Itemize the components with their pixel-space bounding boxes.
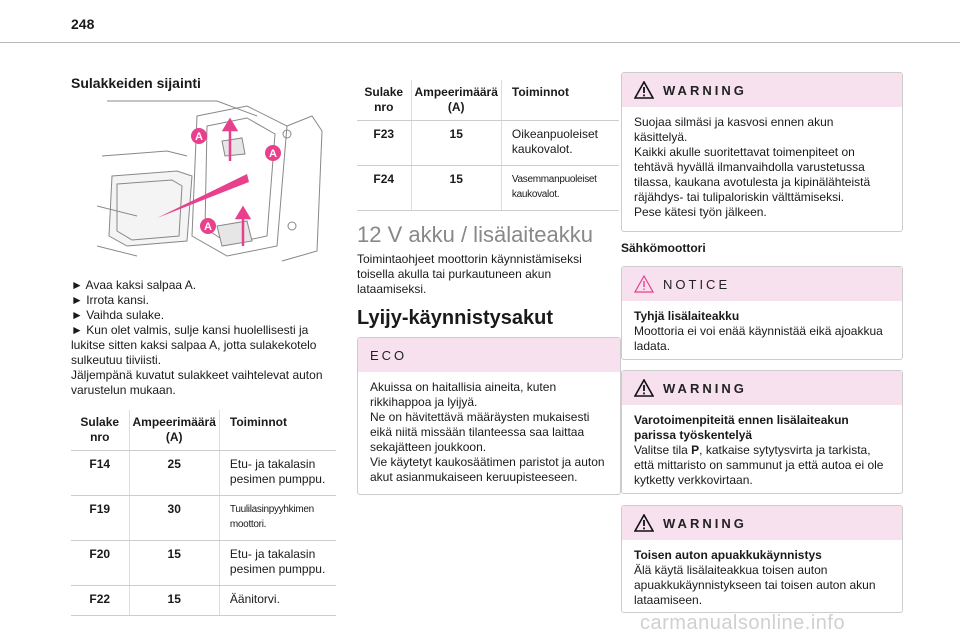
warning-title: WARNING — [663, 82, 747, 98]
lead-acid-subtitle: Lyijy-käynnistysakut — [357, 307, 554, 329]
fuse-amperage: 15 — [411, 166, 501, 211]
fuse-number: F23 — [357, 121, 411, 166]
warning-body: Älä käytä lisälaiteakkua toisen auton apuakkukäynnistykseen tai toisen auton akun lataamiseen. — [634, 563, 876, 607]
fuse-amperage: 30 — [129, 496, 219, 541]
callout-a-1 — [191, 128, 207, 144]
fuse-function: Etu- ja takalasin pesimen pumppu. — [219, 541, 336, 586]
fuse-number: F24 — [357, 166, 411, 211]
warning-title: WARNING — [663, 380, 747, 396]
eco-box-title: ECO — [358, 338, 620, 372]
instruction-step: ► Irrota kansi. — [71, 293, 149, 307]
callout-a-3 — [200, 218, 216, 234]
fuse-number: F20 — [71, 541, 129, 586]
warning-box-3 — [621, 505, 903, 613]
svg-text:A: A — [195, 131, 203, 143]
fuse-function: Etu- ja takalasin pesimen pumppu. — [219, 451, 336, 496]
fuse-location-heading: Sulakkeiden sijainti — [71, 75, 201, 91]
table-row — [71, 496, 336, 541]
svg-text:A: A — [204, 221, 212, 233]
table-row — [71, 451, 336, 496]
warning-icon — [634, 81, 654, 99]
warning-body-text: Valitse tila — [634, 443, 692, 457]
warning-box-1 — [621, 72, 903, 232]
eco-box-body: Akuissa on haitallisia aineita, kuten rikkihappoa ja lyijyä. Ne on hävitettävä määräysten mukaisesti eikä niitä missään tilanteessa saa laittaa sekajätteen joukkoon. Vie käytetyt kaukosäätimen paristot ja auton akut asianmukaiseen keruupisteeseen. — [370, 380, 605, 484]
svg-text:A: A — [269, 148, 277, 160]
fuse-amperage: 15 — [129, 541, 219, 586]
header-divider — [0, 42, 960, 43]
page-number: 248 — [71, 16, 95, 32]
eco-box — [357, 337, 621, 495]
fuse-table-left — [71, 410, 336, 616]
fuse-box-illustration — [97, 96, 330, 264]
table-row — [71, 586, 336, 616]
table-row — [357, 166, 619, 211]
table-header: Ampeerimäärä (A) — [411, 80, 501, 121]
table-row — [357, 121, 619, 166]
instruction-note: Jäljempänä kuvatut sulakkeet vaihtelevat auton varustelun mukaan. — [71, 368, 323, 397]
fuse-function: Oikeanpuoleiset kaukovalot. — [501, 121, 619, 166]
warning-bold: Toisen auton apuakkukäynnistys — [634, 548, 822, 562]
instruction-step: ► Avaa kaksi salpaa A. — [71, 278, 197, 292]
table-header: Toiminnot — [501, 80, 619, 121]
battery-section-title: 12 V akku / lisälaiteakku — [357, 222, 594, 247]
warning-bold: Varotoimenpiteitä ennen lisälaiteakun parissa työskentelyä — [634, 413, 849, 442]
warning-icon — [634, 514, 654, 532]
table-row — [71, 541, 336, 586]
battery-section-intro: Toimintaohjeet moottorin käynnistämiseksi toisella akulla tai purkautuneen akun lataamiseksi. — [357, 252, 582, 296]
mode-p: P — [691, 443, 700, 457]
notice-icon — [634, 275, 654, 293]
watermark: carmanualsonline.info — [640, 612, 846, 634]
table-header: Ampeerimäärä (A) — [129, 410, 219, 451]
notice-body: Moottoria ei voi enää käynnistää eikä ajoakkua ladata. — [634, 324, 883, 353]
warning-title: WARNING — [663, 515, 747, 531]
fuse-table-middle — [357, 80, 619, 211]
fuse-number: F22 — [71, 586, 129, 616]
table-header: Toiminnot — [219, 410, 336, 451]
notice-bold: Tyhjä lisälaiteakku — [634, 309, 740, 323]
instruction-step: ► Kun olet valmis, sulje kansi huolellisesti ja lukitse sitten kaksi salpaa A, jotta sulakekotelo sulkeutuu tiiviisti. — [71, 323, 317, 367]
callout-a-2 — [265, 145, 281, 161]
notice-title: NOTICE — [663, 276, 731, 292]
fuse-amperage: 25 — [129, 451, 219, 496]
instruction-step: ► Vaihda sulake. — [71, 308, 165, 322]
warning-icon — [634, 379, 654, 397]
warning-body-text: , katkaise sytytysvirta ja tarkista, että mittaristo on sammunut ja että autoa ei ole kytketty verkkovirtaan. — [634, 443, 884, 487]
electric-motor-heading: Sähkömoottori — [621, 241, 706, 255]
fuse-number: F14 — [71, 451, 129, 496]
fuse-number: F19 — [71, 496, 129, 541]
warning-box-2 — [621, 370, 903, 494]
table-header: Sulake nro — [71, 410, 129, 451]
table-header: Sulake nro — [357, 80, 411, 121]
fuse-instructions — [71, 278, 336, 398]
fuse-function: Äänitorvi. — [219, 586, 336, 616]
notice-box — [621, 266, 903, 360]
fuse-amperage: 15 — [129, 586, 219, 616]
fuse-function: Vasemmanpuoleiset kaukovalot. — [501, 166, 619, 211]
warning-body: Suojaa silmäsi ja kasvosi ennen akun käsittelyä. Kaikki akulle suoritettavat toimenpiteet on tehtävä hyvällä ilmanvaihdolla varustetussa tilassa, kaukana avotulesta ja kipinälähteistä räjähdys- tai tulipaloriskin välttämiseksi. Pese kätesi työn jälkeen. — [634, 115, 871, 219]
fuse-amperage: 15 — [411, 121, 501, 166]
fuse-function: Tuulilasinpyyhkimen moottori. — [219, 496, 336, 541]
